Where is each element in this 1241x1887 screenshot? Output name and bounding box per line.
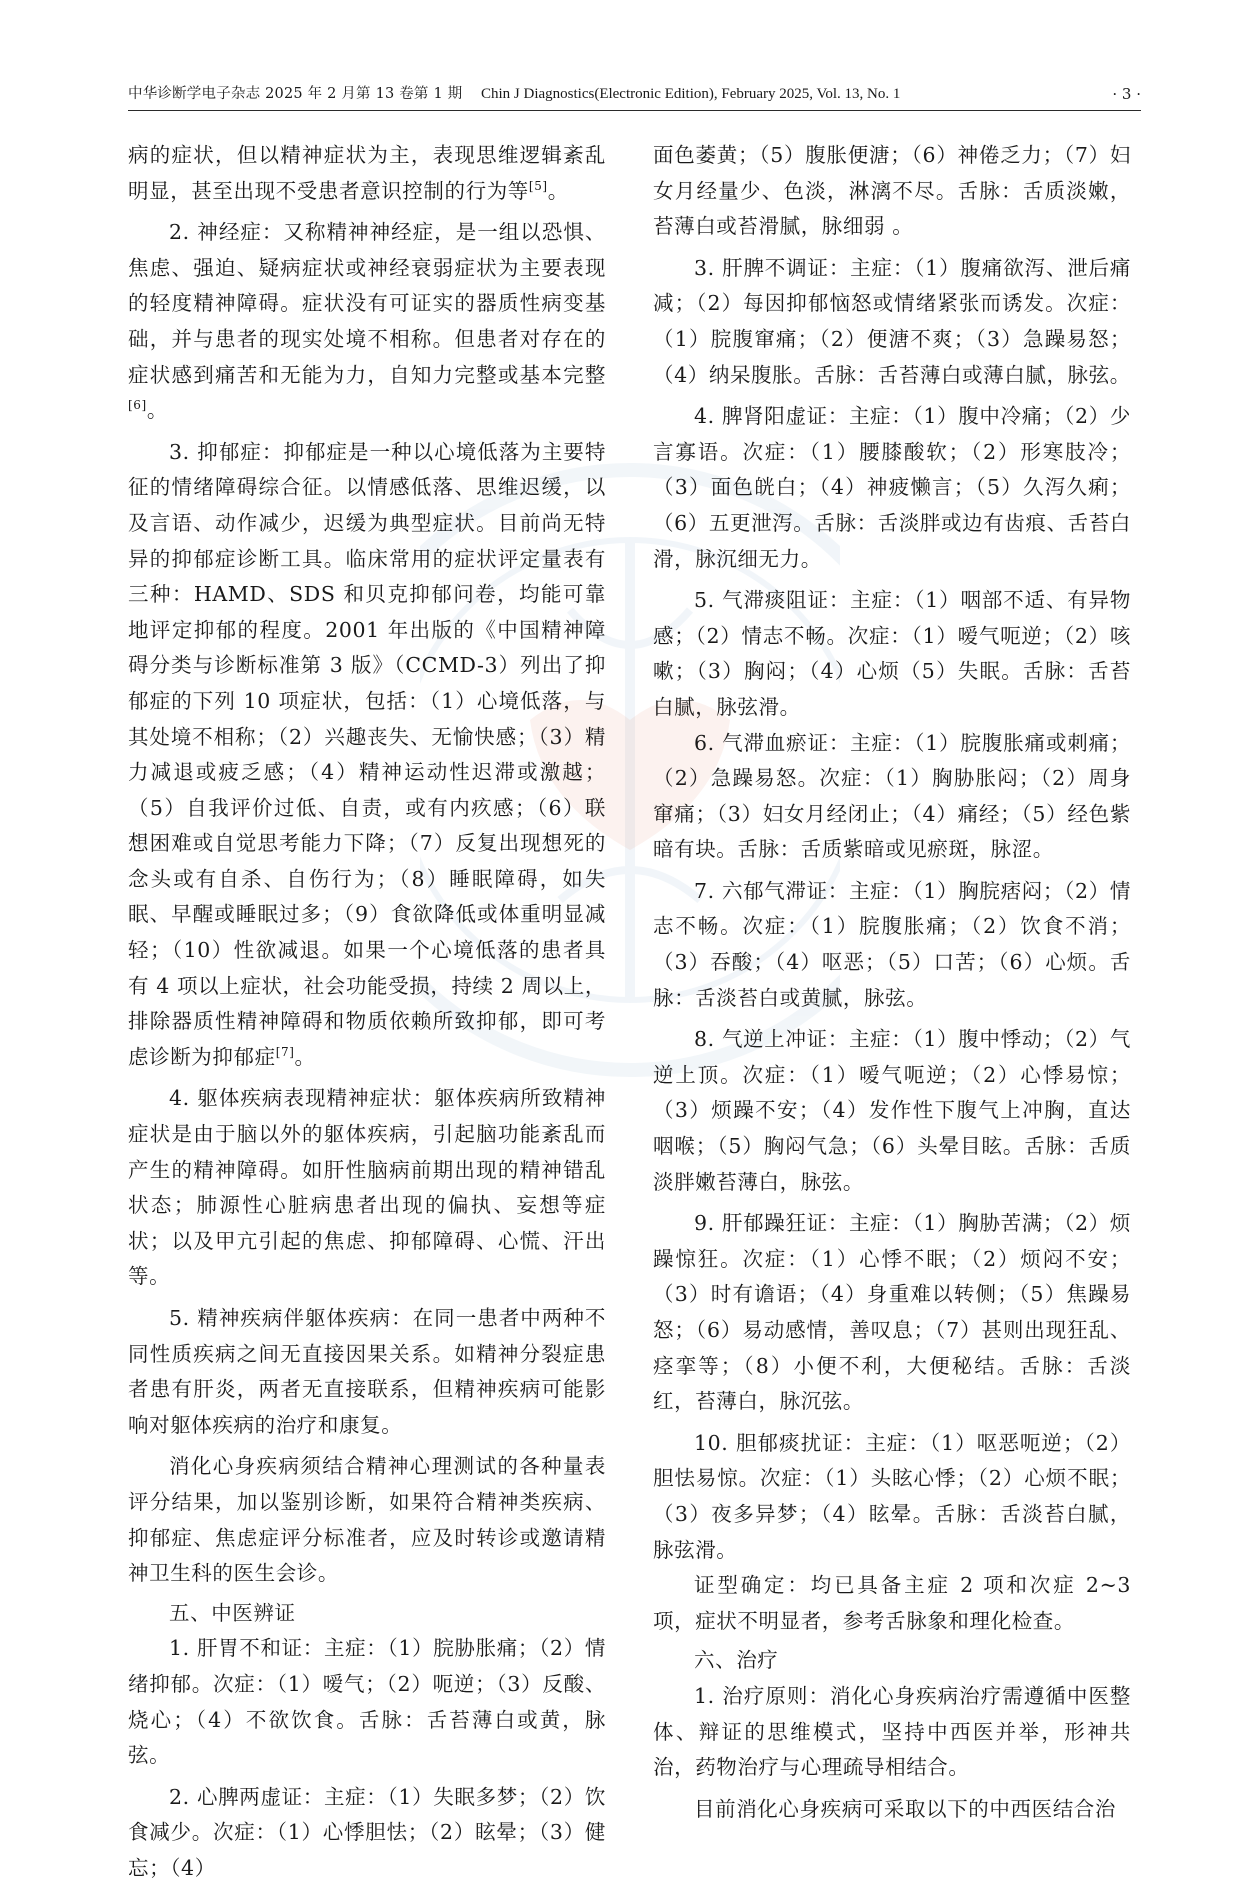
paragraph-syndrome-7: 7. 六郁气滞证：主症：（1）胸脘痞闷；（2）情志不畅。次症：（1）脘腹胀痛；（2）饮食不消；（3）吞酸；（4）呕恶；（5）口苦；（6）心烦。舌脉：舌淡苔白或黄腻，脉弦。	[653, 878, 1131, 1010]
journal-citation	[128, 84, 900, 104]
paragraph-syndrome-6: 6. 气滞血瘀证：主症：（1）脘腹胀痛或刺痛；（2）急躁易怒。次症：（1）胸胁胀闷；（2）周身窜痛；（3）妇女月经闭止；（4）痛经；（5）经色紫暗有块。舌脉：舌质紫暗或见瘀斑，脉涩。	[653, 730, 1131, 862]
right-column	[653, 138, 1131, 1827]
paragraph-syndrome-8: 8. 气逆上冲证：主症：（1）腹中悸动；（2）气逆上顶。次症：（1）嗳气呃逆；（2）心悸易惊；（3）烦躁不安；（4）发作性下腹气上冲胸，直达咽喉；（5）胸闷气急；（6）头晕目眩。舌脉：舌质淡胖嫩苔薄白，脉弦。	[653, 1027, 1131, 1194]
paragraph: 病的症状，但以精神症状为主，表现思维逻辑紊乱明显，甚至出现不受患者意识控制的行为等[5]。	[128, 143, 606, 203]
paragraph-syndrome-5: 5. 气滞痰阻证：主症：（1）咽部不适、有异物感；（2）情志不畅。次症：（1）嗳气呃逆；（2）咳嗽；（3）胸闷；（4）心烦（5）失眠。舌脉：舌苔白腻，脉弦滑。	[653, 588, 1131, 719]
paragraph: 面色萎黄；（5）腹胀便溏；（6）神倦乏力；（7）妇女月经量少、色淡，淋漓不尽。舌脉：舌质淡嫩，苔薄白或苔滑腻，脉细弱 。	[653, 143, 1131, 239]
left-column	[128, 138, 606, 1887]
paragraph-treatment-principle: 1. 治疗原则：消化心身疾病治疗需遵循中医整体、辩证的思维模式，坚持中西医并举，形神共治，药物治疗与心理疏导相结合。	[653, 1683, 1131, 1780]
citation-ref: [6]	[128, 398, 147, 413]
paragraph-comorbidity: 5. 精神疾病伴躯体疾病：在同一患者中两种不同性质疾病之间无直接因果关系。如精神分裂症患者患有肝炎，两者无直接联系，但精神疾病可能影响对躯体疾病的治疗和康复。	[128, 1306, 606, 1437]
journal-name-cn: 中华诊断学电子杂志 2025 年 2 月第 13 卷第 1 期	[128, 86, 463, 102]
paragraph-somatic-disease: 4. 躯体疾病表现精神症状：躯体疾病所致精神症状是由于脑以外的躯体疾病，引起脑功能紊乱而产生的精神障碍。如肝性脑病前期出现的精神错乱状态；肺源性心脏病患者出现的偏执、妄想等症状；以及甲亢引起的焦虑、抑郁障碍、心慌、汗出等。	[128, 1086, 606, 1289]
paragraph-referral: 消化心身疾病须结合精神心理测试的各种量表评分结果，加以鉴别诊断，如果符合精神类疾病、抑郁症、焦虑症评分标准者，应及时转诊或邀请精神卫生科的医生会诊。	[128, 1454, 606, 1586]
paragraph-depression: 3. 抑郁症：抑郁症是一种以心境低落为主要特征的情绪障碍综合征。以情感低落、思维迟缓，以及言语、动作减少，迟缓为典型症状。目前尚无特异的抑郁症诊断工具。临床常用的症状评定量表有三种：HAMD、SDS 和贝克抑郁问卷，均能可靠地评定抑郁的程度。2001 年出版的《中国精神障碍分类与诊断标准第 3 版》（CCMD-3）列出了抑郁症的下列 10 项症状，包括：（1）心境低落，与其处境不相称；（2）兴趣丧失、无愉快感；（3）精力减退或疲乏感；（4）精神运动性迟滞或激越；（5）自我评价过低、自责，或有内疚感；（6）联想困难或自觉思考能力下降；（7）反复出现想死的念头或有自杀、自伤行为；（8）睡眠障碍，如失眠、早醒或睡眠过多；（9）食欲降低或体重明显减轻；（10）性欲减退。如果一个心境低落的患者具有 4 项以上症状，社会功能受损，持续 2 周以上，排除器质性精神障碍和物质依赖所致抑郁，即可考虑诊断为抑郁症[7]。	[128, 439, 606, 1069]
paragraph-syndrome-3: 3. 肝脾不调证：主症：（1）腹痛欲泻、泄后痛减；（2）每因抑郁恼怒或情绪紧张而诱发。次症：（1）脘腹窜痛；（2）便溏不爽；（3）急躁易怒；（4）纳呆腹胀。舌脉：舌苔薄白或薄白腻，脉弦。	[653, 255, 1131, 387]
running-header	[128, 84, 1141, 111]
paragraph-syndrome-9: 9. 肝郁躁狂证：主症：（1）胸胁苦满；（2）烦躁惊狂。次症：（1）心悸不眠；（2）烦闷不安；（3）时有谵语；（4）身重难以转侧；（5）焦躁易怒；（6）易动感情，善叹息；（7）甚则出现狂乱、痉挛等；（8）小便不利，大便秘结。舌脉：舌淡红，苔薄白，脉沉弦。	[653, 1211, 1131, 1414]
paragraph-syndrome-4: 4. 脾肾阳虚证：主症：（1）腹中冷痛；（2）少言寡语。次症：（1）腰膝酸软；（2）形寒肢冷；（3）面色㿠白；（4）神疲懒言；（5）久泻久痢；（6）五更泄泻。舌脉：舌淡胖或边有齿痕、舌苔白滑，脉沉细无力。	[653, 404, 1131, 571]
paragraph-treatment-methods: 目前消化心身疾病可采取以下的中西医结合治	[694, 1796, 1116, 1821]
section-heading-tcm-syndrome: 五、中医辨证	[169, 1600, 296, 1625]
section-heading-treatment: 六、治疗	[694, 1648, 779, 1673]
citation-ref: [7]	[275, 1045, 295, 1060]
page-number: · 3 ·	[1112, 85, 1141, 103]
citation-ref: [5]	[528, 178, 548, 193]
paragraph-syndrome-1: 1. 肝胃不和证：主症：（1）脘胁胀痛；（2）情绪抑郁。次症：（1）嗳气；（2）呃逆；（3）反酸、烧心；（4）不欲饮食。舌脉：舌苔薄白或黄，脉弦。	[128, 1636, 606, 1768]
paragraph-syndrome-2: 2. 心脾两虚证：主症：（1）失眠多梦；（2）饮食减少。次症：（1）心悸胆怯；（2）眩晕；（3）健忘；（4）	[128, 1784, 606, 1880]
paragraph-syndrome-10: 10. 胆郁痰扰证：主症：（1）呕恶呃逆；（2）胆怯易惊。次症：（1）头眩心悸；（2）心烦不眠；（3）夜多异梦；（4）眩晕。舌脉：舌淡苔白腻，脉弦滑。	[653, 1430, 1131, 1562]
paragraph-syndrome-criteria: 证型确定：均已具备主症 2 项和次症 2~3 项，症状不明显者，参考舌脉象和理化检查。	[653, 1573, 1131, 1633]
journal-name-en: Chin J Diagnostics(Electronic Edition), February 2025, Vol. 13, No. 1	[480, 86, 901, 102]
paragraph-neurosis: 2. 神经症：又称精神神经症，是一组以恐惧、焦虑、强迫、疑病症状或神经衰弱症状为主要表现的轻度精神障碍。症状没有可证实的器质性病变基础，并与患者的现实处境不相称。但患者对存在的症状感到痛苦和无能为力，自知力完整或基本完整[6]。	[128, 220, 606, 423]
